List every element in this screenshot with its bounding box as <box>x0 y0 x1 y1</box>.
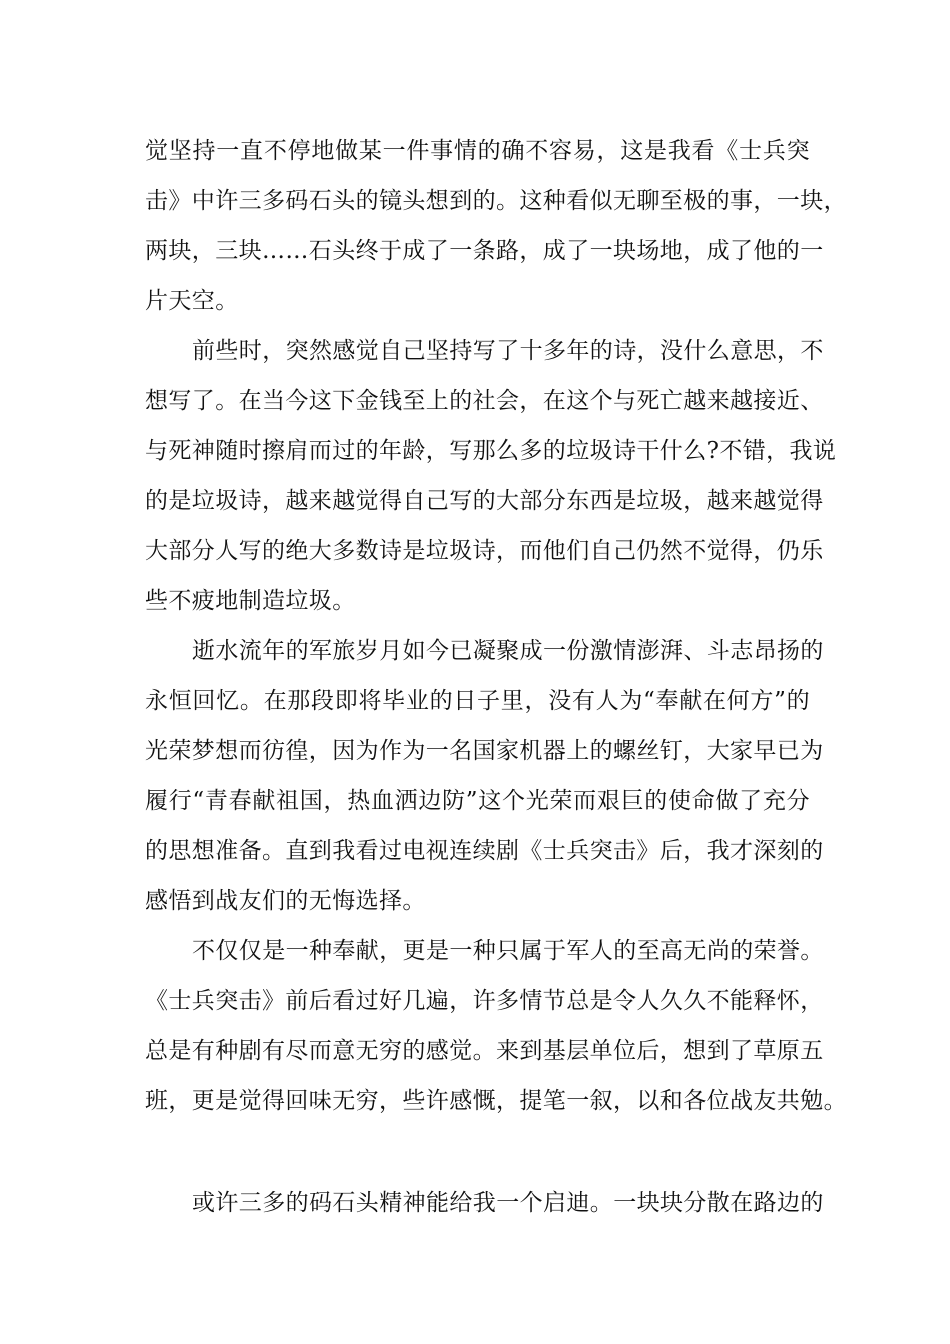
text-line: 的思想准备。直到我看过电视连续剧《士兵突击》后，我才深刻的 <box>145 838 824 864</box>
text-line: 光荣梦想而彷徨，因为作为一名国家机器上的螺丝钉，大家早已为 <box>145 738 824 764</box>
text-line: 想写了。在当今这下金钱至上的社会，在这个与死亡越来越接近、 <box>145 388 824 414</box>
text-line: 班，更是觉得回味无穷，些许感慨，提笔一叙，以和各位战友共勉。 <box>145 1088 847 1114</box>
text-line: 永恒回忆。在那段即将毕业的日子里，没有人为“奉献在何方”的 <box>145 688 810 714</box>
text-line: 总是有种剧有尽而意无穷的感觉。来到基层单位后，想到了草原五 <box>145 1038 824 1064</box>
text-line: 与死神随时擦肩而过的年龄，写那么多的垃圾诗干什么?不错，我说 <box>145 438 837 464</box>
text-line: 大部分人写的绝大多数诗是垃圾诗，而他们自己仍然不觉得，仍乐 <box>145 538 824 564</box>
text-line: 或许三多的码石头精神能给我一个启迪。一块块分散在路边的 <box>192 1190 824 1216</box>
text-line: 片天空。 <box>145 288 239 314</box>
text-line: 逝水流年的军旅岁月如今已凝聚成一份激情澎湃、斗志昂扬的 <box>192 638 824 664</box>
text-line: 前些时，突然感觉自己坚持写了十多年的诗，没什么意思，不 <box>192 338 824 364</box>
text-line: 感悟到战友们的无悔选择。 <box>145 888 426 914</box>
text-line: 些不疲地制造垃圾。 <box>145 588 356 614</box>
text-line: 觉坚持一直不停地做某一件事情的确不容易，这是我看《士兵突 <box>145 138 810 164</box>
text-line: 不仅仅是一种奉献，更是一种只属于军人的至高无尚的荣誉。 <box>192 938 824 964</box>
text-line: 履行“青春献祖国，热血洒边防”这个光荣而艰巨的使命做了充分 <box>145 788 810 814</box>
text-line: 的是垃圾诗，越来越觉得自己写的大部分东西是垃圾，越来越觉得 <box>145 488 824 514</box>
text-line: 两块，三块……石头终于成了一条路，成了一块场地，成了他的一 <box>145 238 824 264</box>
text-line: 击》中许三多码石头的镜头想到的。这种看似无聊至极的事，一块， <box>145 188 847 214</box>
text-line: 《士兵突击》前后看过好几遍，许多情节总是令人久久不能释怀， <box>145 988 824 1014</box>
